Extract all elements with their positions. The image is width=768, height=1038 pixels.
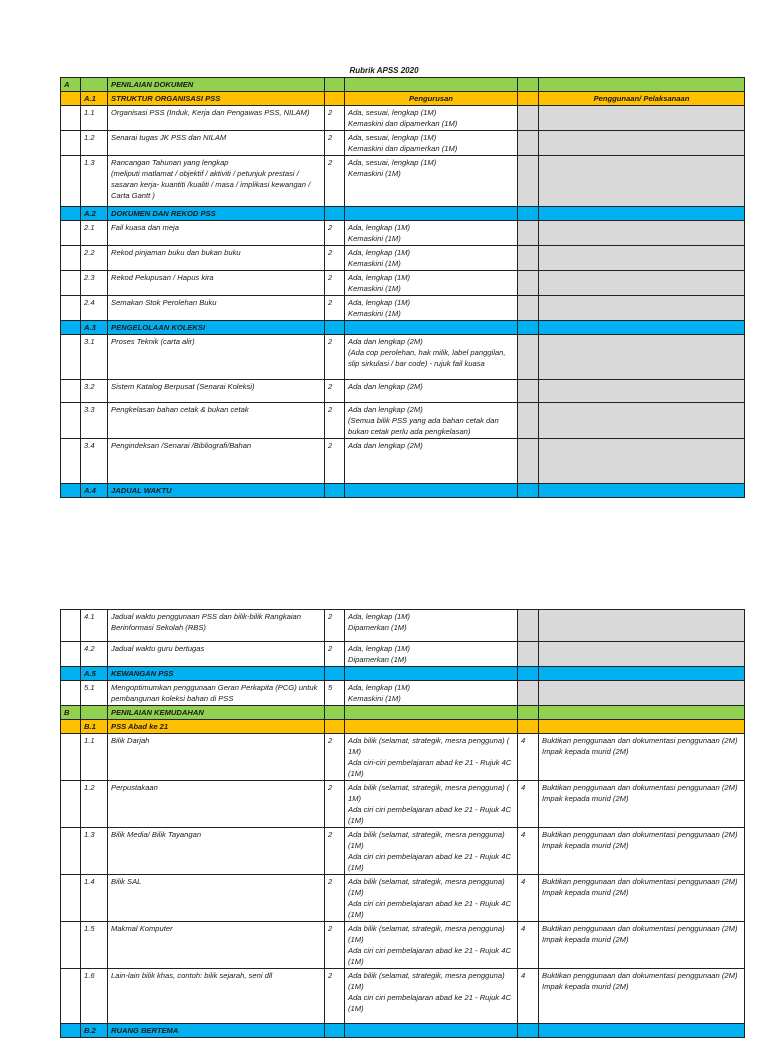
section-code-cell [61, 734, 81, 781]
item-description-cell: KEWANGAN PSS [108, 667, 325, 681]
item-number-cell: 2.2 [81, 246, 108, 271]
item-description-cell: Bilik SAL [108, 875, 325, 922]
usage-score-cell [518, 1024, 539, 1038]
usage-score-cell [518, 720, 539, 734]
usage-score-cell: 4 [518, 875, 539, 922]
item-number-cell: 1.1 [81, 734, 108, 781]
usage-criteria-cell [539, 1024, 745, 1038]
management-score-cell: 2 [325, 156, 345, 207]
item-description-cell: Fail kuasa dan meja [108, 221, 325, 246]
usage-criteria-cell [539, 380, 745, 403]
management-score-cell: 2 [325, 246, 345, 271]
item-description-cell: Bilik Darjah [108, 734, 325, 781]
usage-criteria-cell [539, 439, 745, 484]
table-row [61, 106, 745, 131]
item-number-cell [81, 706, 108, 720]
table-row [61, 681, 745, 706]
management-criteria-cell [345, 667, 518, 681]
usage-score-cell [518, 221, 539, 246]
usage-criteria-cell [539, 246, 745, 271]
section-code-cell: B [61, 706, 81, 720]
table-row [61, 922, 745, 969]
management-criteria-cell [345, 321, 518, 335]
document-title: Rubrik APSS 2020 [349, 66, 419, 75]
usage-criteria-cell: Buktikan penggunaan dan dokumentasi penggunaan (2M) Impak kepada murid (2M) [539, 828, 745, 875]
table-row [61, 131, 745, 156]
usage-criteria-cell: Buktikan penggunaan dan dokumentasi penggunaan (2M) Impak kepada murid (2M) [539, 875, 745, 922]
item-description-cell: JADUAL WAKTU [108, 484, 325, 498]
section-code-cell [61, 642, 81, 667]
section-code-cell [61, 207, 81, 221]
item-number-cell: A.3 [81, 321, 108, 335]
usage-score-cell [518, 246, 539, 271]
management-criteria-cell: Ada, lengkap (1M) Kemaskini (1M) [345, 681, 518, 706]
section-code-cell [61, 828, 81, 875]
usage-criteria-cell [539, 321, 745, 335]
management-score-cell: 2 [325, 610, 345, 642]
usage-criteria-cell [539, 403, 745, 439]
table-row [61, 439, 745, 484]
usage-criteria-cell [539, 667, 745, 681]
section-code-cell [61, 246, 81, 271]
item-description-cell: Bilik Media/ Bilik Tayangan [108, 828, 325, 875]
section-code-cell [61, 439, 81, 484]
management-criteria-cell: Ada, sesuai, lengkap (1M) Kemaskini (1M) [345, 156, 518, 207]
management-score-cell: 2 [325, 969, 345, 1024]
section-code-cell [61, 131, 81, 156]
management-score-cell [325, 667, 345, 681]
management-criteria-cell [345, 207, 518, 221]
item-description-cell: Sistem Katalog Berpusat (Senarai Koleksi) [108, 380, 325, 403]
management-score-cell: 2 [325, 875, 345, 922]
item-number-cell: 2.1 [81, 221, 108, 246]
management-score-cell: 2 [325, 734, 345, 781]
usage-criteria-cell: Buktikan penggunaan dan dokumentasi penggunaan (2M) Impak kepada murid (2M) [539, 969, 745, 1024]
section-code-cell [61, 969, 81, 1024]
management-score-cell: 2 [325, 131, 345, 156]
usage-score-cell [518, 106, 539, 131]
usage-score-cell [518, 439, 539, 484]
section-code-cell [61, 681, 81, 706]
management-score-cell: 2 [325, 922, 345, 969]
section-header-row [61, 667, 745, 681]
table-row [61, 221, 745, 246]
section-header-row [61, 706, 745, 720]
table-row [61, 271, 745, 296]
item-number-cell: 4.1 [81, 610, 108, 642]
section-header-row [61, 207, 745, 221]
management-criteria-cell: Ada dan lengkap (2M) [345, 439, 518, 484]
management-score-cell: 2 [325, 271, 345, 296]
item-description-cell: Makmal Komputer [108, 922, 325, 969]
management-score-cell: 2 [325, 106, 345, 131]
usage-score-cell: 4 [518, 969, 539, 1024]
section-code-cell [61, 296, 81, 321]
section-code-cell [61, 271, 81, 296]
usage-score-cell [518, 335, 539, 380]
usage-criteria-cell: Buktikan penggunaan dan dokumentasi penggunaan (2M) Impak kepada murid (2M) [539, 781, 745, 828]
management-score-cell: 2 [325, 221, 345, 246]
management-criteria-cell: Ada, sesuai, lengkap (1M) Kemaskini dan dipamerkan (1M) [345, 106, 518, 131]
management-criteria-cell: Ada dan lengkap (2M) [345, 380, 518, 403]
management-score-cell: 2 [325, 781, 345, 828]
section-code-cell [61, 106, 81, 131]
item-description-cell: Proses Teknik (carta alir) [108, 335, 325, 380]
item-description-cell: PENILAIAN KEMUDAHAN [108, 706, 325, 720]
section-code-cell [61, 667, 81, 681]
table-row [61, 734, 745, 781]
usage-score-cell [518, 131, 539, 156]
table-row [61, 875, 745, 922]
section-code-cell [61, 875, 81, 922]
management-criteria-cell: Ada bilik (selamat, strategik, mesra pengguna) (1M) Ada ciri ciri pembelajaran abad ke 21 - Rujuk 4C (1M) [345, 969, 518, 1024]
usage-score-cell [518, 610, 539, 642]
usage-criteria-cell [539, 106, 745, 131]
usage-score-cell [518, 380, 539, 403]
item-number-cell: 1.4 [81, 875, 108, 922]
item-description-cell: Rancangan Tahunan yang lengkap (meliputi matlamat / objektif / aktiviti / petunjuk prestasi / sasaran kerja- kuantiti /kualiti / masa / implikasi kewangan / Carta Gantt ) [108, 156, 325, 207]
section-code-cell [61, 321, 81, 335]
table-row [61, 828, 745, 875]
usage-score-cell: 4 [518, 922, 539, 969]
table-row [61, 781, 745, 828]
table-row [61, 380, 745, 403]
management-score-cell [325, 78, 345, 92]
section-header-row [61, 1024, 745, 1038]
management-criteria-cell: Ada bilik (selamat, strategik, mesra pengguna) ( 1M) Ada ciri-ciri pembelajaran abad ke 21 - Rujuk 4C (1M) [345, 734, 518, 781]
usage-score-cell [518, 667, 539, 681]
table-row [61, 156, 745, 207]
table-row [61, 610, 745, 642]
item-description-cell: Rekod pinjaman buku dan bukan buku [108, 246, 325, 271]
usage-criteria-cell [539, 720, 745, 734]
usage-criteria-cell [539, 221, 745, 246]
usage-score-cell [518, 156, 539, 207]
management-criteria-cell: Ada, lengkap (1M) Kemaskini (1M) [345, 271, 518, 296]
usage-score-cell [518, 207, 539, 221]
item-description-cell: DOKUMEN DAN REKOD PSS [108, 207, 325, 221]
management-criteria-cell: Ada, lengkap (1M) Dipamerkan (1M) [345, 610, 518, 642]
item-number-cell: A.2 [81, 207, 108, 221]
management-criteria-cell: Ada bilik (selamat, strategik, mesra pengguna) (1M) Ada ciri ciri pembelajaran abad ke 21 - Rujuk 4C (1M) [345, 875, 518, 922]
usage-criteria-cell [539, 642, 745, 667]
management-score-cell: 2 [325, 296, 345, 321]
section-header-row [61, 720, 745, 734]
section-header-row [61, 484, 745, 498]
item-number-cell: 1.5 [81, 922, 108, 969]
management-score-cell: 2 [325, 828, 345, 875]
usage-score-cell [518, 321, 539, 335]
table-row [61, 642, 745, 667]
management-criteria-cell: Pengurusan [345, 92, 518, 106]
item-description-cell: PENGELOLAAN KOLEKSI [108, 321, 325, 335]
section-header-row [61, 321, 745, 335]
management-score-cell [325, 706, 345, 720]
management-score-cell: 2 [325, 380, 345, 403]
item-number-cell: 1.2 [81, 131, 108, 156]
item-description-cell: Pengindeksan /Senarai /Bibliografi/Bahan [108, 439, 325, 484]
section-code-cell [61, 922, 81, 969]
item-number-cell: 4.2 [81, 642, 108, 667]
usage-criteria-cell [539, 207, 745, 221]
item-number-cell: 1.3 [81, 156, 108, 207]
usage-criteria-cell [539, 681, 745, 706]
section-code-cell [61, 403, 81, 439]
table-row [61, 335, 745, 380]
management-criteria-cell: Ada, sesuai, lengkap (1M) Kemaskini dan dipamerkan (1M) [345, 131, 518, 156]
management-criteria-cell [345, 1024, 518, 1038]
management-score-cell: 2 [325, 403, 345, 439]
usage-score-cell [518, 92, 539, 106]
section-code-cell [61, 221, 81, 246]
management-criteria-cell [345, 706, 518, 720]
item-description-cell: STRUKTUR ORGANISASI PSS [108, 92, 325, 106]
usage-criteria-cell [539, 610, 745, 642]
item-number-cell: A.4 [81, 484, 108, 498]
usage-score-cell [518, 271, 539, 296]
management-score-cell: 2 [325, 642, 345, 667]
usage-score-cell: 4 [518, 828, 539, 875]
management-criteria-cell: Ada dan lengkap (2M) (Semua bilik PSS yang ada bahan cetak dan bukan cetak perlu ada pengkelasan) [345, 403, 518, 439]
usage-criteria-cell [539, 706, 745, 720]
item-number-cell [81, 78, 108, 92]
usage-criteria-cell [539, 271, 745, 296]
management-criteria-cell: Ada bilik (selamat, strategik, mesra pengguna) (1M) Ada ciri ciri pembelajaran abad ke 21 - Rujuk 4C (1M) [345, 922, 518, 969]
section-code-cell [61, 335, 81, 380]
rubric-table-page-1 [60, 77, 745, 498]
management-score-cell [325, 720, 345, 734]
table-row [61, 403, 745, 439]
item-number-cell: 2.4 [81, 296, 108, 321]
section-code-cell [61, 1024, 81, 1038]
item-description-cell: Semakan Stok Perolehan Buku [108, 296, 325, 321]
usage-score-cell [518, 642, 539, 667]
item-description-cell: PSS Abad ke 21 [108, 720, 325, 734]
item-number-cell: 3.1 [81, 335, 108, 380]
item-number-cell: B.1 [81, 720, 108, 734]
item-description-cell: RUANG BERTEMA [108, 1024, 325, 1038]
management-score-cell: 2 [325, 335, 345, 380]
management-criteria-cell: Ada, lengkap (1M) Kemaskini (1M) [345, 221, 518, 246]
management-criteria-cell [345, 720, 518, 734]
management-criteria-cell: Ada, lengkap (1M) Kemaskini (1M) [345, 296, 518, 321]
management-score-cell [325, 207, 345, 221]
item-description-cell: Lain-lain bilik khas, contoh: bilik sejarah, seni dll [108, 969, 325, 1024]
section-code-cell [61, 610, 81, 642]
item-number-cell: 5.1 [81, 681, 108, 706]
management-criteria-cell: Ada, lengkap (1M) Kemaskini (1M) [345, 246, 518, 271]
item-number-cell: 3.2 [81, 380, 108, 403]
item-description-cell: Rekod Pelupusan / Hapus kira [108, 271, 325, 296]
table-row [61, 969, 745, 1024]
management-score-cell: 5 [325, 681, 345, 706]
table-row [61, 246, 745, 271]
management-score-cell [325, 1024, 345, 1038]
usage-score-cell [518, 484, 539, 498]
section-header-row [61, 92, 745, 106]
item-description-cell: Jadual waktu penggunaan PSS dan bilik-bilik Rangkaian Berinformasi Sekolah (RBS) [108, 610, 325, 642]
section-code-cell [61, 156, 81, 207]
item-description-cell: Senarai tugas JK PSS dan NILAM [108, 131, 325, 156]
management-score-cell: 2 [325, 439, 345, 484]
item-number-cell: 3.3 [81, 403, 108, 439]
item-description-cell: Perpustakaan [108, 781, 325, 828]
usage-score-cell [518, 78, 539, 92]
item-description-cell: PENILAIAN DOKUMEN [108, 78, 325, 92]
section-code-cell [61, 92, 81, 106]
item-number-cell: B.2 [81, 1024, 108, 1038]
item-description-cell: Organisasi PSS (Induk, Kerja dan Pengawas PSS, NILAM) [108, 106, 325, 131]
usage-criteria-cell: Penggunaan/ Pelaksanaan [539, 92, 745, 106]
item-number-cell: 1.2 [81, 781, 108, 828]
usage-score-cell [518, 403, 539, 439]
item-number-cell: 3.4 [81, 439, 108, 484]
item-number-cell: A.1 [81, 92, 108, 106]
usage-criteria-cell: Buktikan penggunaan dan dokumentasi penggunaan (2M) Impak kepada murid (2M) [539, 922, 745, 969]
item-description-cell: Mengoptimumkan penggunaan Geran Perkapita (PCG) untuk pembangunan koleksi bahan di PSS [108, 681, 325, 706]
management-criteria-cell: Ada bilik (selamat, strategik, mesra pengguna) ( 1M) Ada ciri ciri pembelajaran abad ke 21 - Rujuk 4C (1M) [345, 781, 518, 828]
item-number-cell: A.5 [81, 667, 108, 681]
item-number-cell: 1.1 [81, 106, 108, 131]
usage-score-cell: 4 [518, 734, 539, 781]
item-number-cell: 2.3 [81, 271, 108, 296]
usage-criteria-cell: Buktikan penggunaan dan dokumentasi penggunaan (2M) Impak kepada murid (2M) [539, 734, 745, 781]
management-criteria-cell [345, 484, 518, 498]
section-code-cell: A [61, 78, 81, 92]
management-score-cell [325, 92, 345, 106]
usage-criteria-cell [539, 296, 745, 321]
table-row [61, 296, 745, 321]
management-criteria-cell: Ada, lengkap (1M) Dipamerkan (1M) [345, 642, 518, 667]
usage-criteria-cell [539, 78, 745, 92]
usage-criteria-cell [539, 131, 745, 156]
usage-score-cell [518, 681, 539, 706]
usage-criteria-cell [539, 156, 745, 207]
section-code-cell [61, 484, 81, 498]
management-criteria-cell: Ada bilik (selamat, strategik, mesra pengguna) (1M) Ada ciri ciri pembelajaran abad ke 21 - Rujuk 4C (1M) [345, 828, 518, 875]
section-code-cell [61, 380, 81, 403]
usage-criteria-cell [539, 484, 745, 498]
usage-score-cell: 4 [518, 781, 539, 828]
usage-score-cell [518, 706, 539, 720]
item-number-cell: 1.3 [81, 828, 108, 875]
management-criteria-cell [345, 78, 518, 92]
usage-score-cell [518, 296, 539, 321]
management-score-cell [325, 484, 345, 498]
item-number-cell: 1.6 [81, 969, 108, 1024]
management-score-cell [325, 321, 345, 335]
section-code-cell [61, 781, 81, 828]
section-header-row [61, 78, 745, 92]
rubric-table-page-2 [60, 609, 745, 1038]
usage-criteria-cell [539, 335, 745, 380]
item-description-cell: Pengkelasan bahan cetak & bukan cetak [108, 403, 325, 439]
item-description-cell: Jadual waktu guru bertugas [108, 642, 325, 667]
section-code-cell [61, 720, 81, 734]
management-criteria-cell: Ada dan lengkap (2M) (Ada cop perolehan, hak milik, label panggilan, slip sirkulasi / bar code) - rujuk fail kuasa [345, 335, 518, 380]
